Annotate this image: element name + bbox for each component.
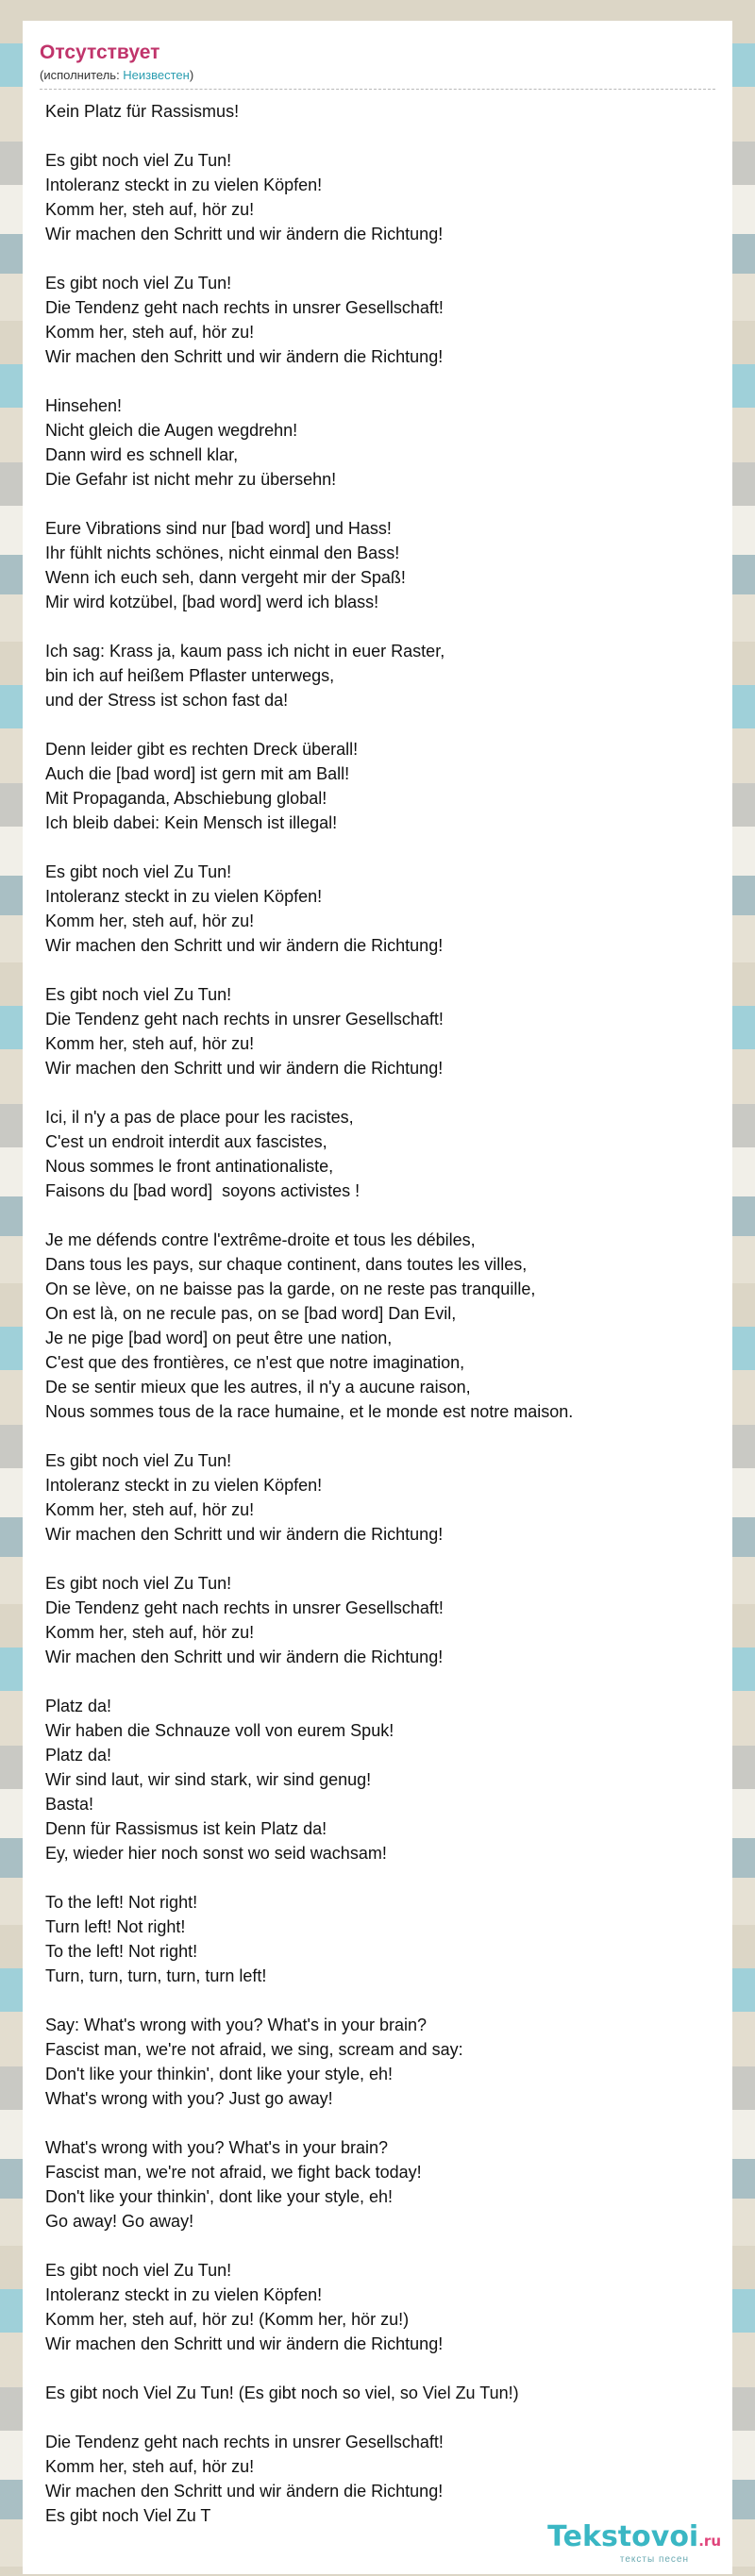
- artist-suffix: ): [189, 68, 194, 82]
- lyric-line: To the left! Not right!: [45, 1893, 198, 1912]
- lyric-line: Komm her, steh auf, hör zu!: [45, 200, 255, 219]
- lyric-line: Es gibt noch viel Zu Tun!: [45, 1451, 232, 1470]
- lyrics-stanza: [45, 860, 715, 958]
- lyrics-stanza: [45, 1448, 715, 1547]
- title-divider: [40, 89, 715, 90]
- logo-tagline: тексты песен: [619, 2554, 689, 2565]
- lyric-line: Es gibt noch viel Zu Tun!: [45, 862, 232, 881]
- lyric-line: Komm her, steh auf, hör zu!: [45, 1623, 255, 1642]
- artist-line: [40, 68, 715, 83]
- lyric-line: und der Stress ist schon fast da!: [45, 691, 289, 710]
- lyric-line: Ihr fühlt nichts schönes, nicht einmal den Bass!: [45, 544, 400, 562]
- lyrics-stanza: [45, 2430, 715, 2528]
- lyric-line: Faisons du [bad word] soyons activistes !: [45, 1181, 361, 1200]
- lyric-line: Komm her, steh auf, hör zu! (Komm her, hör zu!): [45, 2310, 410, 2329]
- lyric-line: On est là, on ne recule pas, on se [bad word] Dan Evil,: [45, 1304, 457, 1323]
- lyric-line: Wir machen den Schritt und wir ändern die Richtung!: [45, 1525, 444, 1544]
- lyrics-stanza: [45, 737, 715, 835]
- lyric-line: Es gibt noch Viel Zu T: [45, 2506, 211, 2525]
- lyric-line: Je me défends contre l'extrême-droite et tous les débiles,: [45, 1230, 476, 1249]
- lyric-line: Intoleranz steckt in zu vielen Köpfen!: [45, 2285, 323, 2304]
- lyric-line: C'est que des frontières, ce n'est que notre imagination,: [45, 1353, 465, 1372]
- lyrics-page: [23, 21, 732, 2574]
- lyric-line: Es gibt noch Viel Zu Tun! (Es gibt noch so viel, so Viel Zu Tun!): [45, 2384, 519, 2402]
- lyric-line: Platz da!: [45, 1746, 112, 1765]
- logo-suffix: .ru: [698, 2533, 721, 2550]
- lyric-line: Wir machen den Schritt und wir ändern die Richtung!: [45, 1059, 444, 1078]
- lyric-line: Wir machen den Schritt und wir ändern die Richtung!: [45, 2334, 444, 2353]
- lyric-line: Wir machen den Schritt und wir ändern die Richtung!: [45, 936, 444, 955]
- lyrics-stanza: [45, 1228, 715, 1424]
- lyric-line: Komm her, steh auf, hör zu!: [45, 2457, 255, 2476]
- lyrics-stanza: [45, 1105, 715, 1203]
- lyric-line: Eure Vibrations sind nur [bad word] und Hass!: [45, 519, 392, 538]
- lyric-line: Turn, turn, turn, turn, turn left!: [45, 1966, 267, 1985]
- lyric-line: Die Tendenz geht nach rechts in unsrer Gesellschaft!: [45, 1010, 444, 1029]
- lyrics-stanza: [45, 99, 715, 124]
- lyric-line: Ici, il n'y a pas de place pour les racistes,: [45, 1108, 354, 1127]
- lyrics-stanza: [45, 148, 715, 246]
- lyric-line: Komm her, steh auf, hör zu!: [45, 1500, 255, 1519]
- lyric-line: Turn left! Not right!: [45, 1917, 186, 1936]
- lyric-line: Wir machen den Schritt und wir ändern die Richtung!: [45, 347, 444, 366]
- lyric-line: Dann wird es schnell klar,: [45, 445, 239, 464]
- lyric-line: Ich sag: Krass ja, kaum pass ich nicht in euer Raster,: [45, 642, 445, 661]
- lyrics-stanza: [45, 1890, 715, 1988]
- lyric-line: Wir machen den Schritt und wir ändern die Richtung!: [45, 1648, 444, 1666]
- lyric-line: Wir sind laut, wir sind stark, wir sind genug!: [45, 1770, 372, 1789]
- lyric-line: Es gibt noch viel Zu Tun!: [45, 151, 232, 170]
- lyric-line: Ey, wieder hier noch sonst wo seid wachsam!: [45, 1844, 387, 1863]
- lyrics-stanza: [45, 271, 715, 369]
- lyric-line: Hinsehen!: [45, 396, 123, 415]
- lyrics-stanza: [45, 1694, 715, 1865]
- artist-link[interactable]: Неизвестен: [123, 68, 190, 82]
- lyric-line: C'est un endroit interdit aux fascistes,: [45, 1132, 327, 1151]
- lyric-line: Mit Propaganda, Abschiebung global!: [45, 789, 327, 808]
- lyric-line: Die Tendenz geht nach rechts in unsrer Gesellschaft!: [45, 2433, 444, 2451]
- lyric-line: Platz da!: [45, 1697, 112, 1715]
- lyric-line: Don't like your thinkin', dont like your style, eh!: [45, 2065, 394, 2083]
- lyric-line: Go away! Go away!: [45, 2212, 194, 2231]
- lyric-line: Nous sommes le front antinationaliste,: [45, 1157, 334, 1176]
- lyrics-stanza: [45, 393, 715, 492]
- lyric-line: Wir machen den Schritt und wir ändern die Richtung!: [45, 225, 444, 243]
- lyric-line: Es gibt noch viel Zu Tun!: [45, 274, 232, 293]
- lyric-line: To the left! Not right!: [45, 1942, 198, 1961]
- song-title: Отсутствует: [40, 42, 160, 63]
- lyric-line: Say: What's wrong with you? What's in your brain?: [45, 2016, 428, 2034]
- artist-prefix: (исполнитель:: [40, 68, 124, 82]
- lyric-line: Komm her, steh auf, hör zu!: [45, 323, 255, 342]
- lyric-line: Kein Platz für Rassismus!: [45, 102, 240, 121]
- lyric-line: Die Tendenz geht nach rechts in unsrer Gesellschaft!: [45, 1598, 444, 1617]
- lyric-line: Es gibt noch viel Zu Tun!: [45, 2261, 232, 2280]
- lyric-line: On se lève, on ne baisse pas la garde, on ne reste pas tranquille,: [45, 1280, 536, 1298]
- lyric-line: What's wrong with you? Just go away!: [45, 2089, 333, 2108]
- lyrics-stanza: [45, 1571, 715, 1669]
- lyric-line: Ich bleib dabei: Kein Mensch ist illegal!: [45, 813, 338, 832]
- lyric-line: Fascist man, we're not afraid, we fight back today!: [45, 2163, 422, 2182]
- lyric-line: De se sentir mieux que les autres, il n'y a aucune raison,: [45, 1378, 471, 1397]
- lyrics-stanza: [45, 2135, 715, 2233]
- lyric-line: Es gibt noch viel Zu Tun!: [45, 985, 232, 1004]
- lyric-line: Es gibt noch viel Zu Tun!: [45, 1574, 232, 1593]
- lyric-line: Nicht gleich die Augen wegdrehn!: [45, 421, 298, 440]
- lyric-line: Intoleranz steckt in zu vielen Köpfen!: [45, 176, 323, 194]
- lyric-line: Intoleranz steckt in zu vielen Köpfen!: [45, 887, 323, 906]
- lyric-line: bin ich auf heißem Pflaster unterwegs,: [45, 666, 335, 685]
- lyric-line: Intoleranz steckt in zu vielen Köpfen!: [45, 1476, 323, 1495]
- lyrics-stanza: [45, 639, 715, 712]
- lyric-line: Wenn ich euch seh, dann vergeht mir der Spaß!: [45, 568, 406, 587]
- lyric-line: Dans tous les pays, sur chaque continent, dans toutes les villes,: [45, 1255, 528, 1274]
- lyric-line: Komm her, steh auf, hör zu!: [45, 912, 255, 930]
- lyric-line: Auch die [bad word] ist gern mit am Ball!: [45, 764, 350, 783]
- lyric-line: Mir wird kotzübel, [bad word] werd ich blass!: [45, 593, 379, 611]
- lyric-line: Je ne pige [bad word] on peut être une nation,: [45, 1329, 393, 1347]
- lyric-line: Denn leider gibt es rechten Dreck überall!: [45, 740, 359, 759]
- lyric-line: Komm her, steh auf, hör zu!: [45, 1034, 255, 1053]
- lyric-line: Basta!: [45, 1795, 94, 1814]
- lyric-line: Die Gefahr ist nicht mehr zu übersehn!: [45, 470, 337, 489]
- lyrics-body: [40, 99, 715, 2528]
- lyrics-stanza: [45, 516, 715, 614]
- logo-wordmark: [547, 2522, 721, 2556]
- lyrics-stanza: [45, 2013, 715, 2111]
- lyric-line: Wir machen den Schritt und wir ändern die Richtung!: [45, 2482, 444, 2501]
- lyrics-stanza: [45, 2381, 715, 2405]
- logo-name: Tekstovoi: [547, 2520, 699, 2553]
- lyrics-stanza: [45, 2258, 715, 2356]
- lyric-line: Don't like your thinkin', dont like your style, eh!: [45, 2187, 394, 2206]
- lyric-line: Wir haben die Schnauze voll von eurem Spuk!: [45, 1721, 394, 1740]
- site-logo[interactable]: [547, 2522, 721, 2565]
- lyric-line: Die Tendenz geht nach rechts in unsrer Gesellschaft!: [45, 298, 444, 317]
- lyric-line: Nous sommes tous de la race humaine, et le monde est notre maison.: [45, 1402, 574, 1421]
- lyric-line: What's wrong with you? What's in your brain?: [45, 2138, 389, 2157]
- lyrics-stanza: [45, 982, 715, 1080]
- lyric-line: Denn für Rassismus ist kein Platz da!: [45, 1819, 327, 1838]
- lyric-line: Fascist man, we're not afraid, we sing, scream and say:: [45, 2040, 463, 2059]
